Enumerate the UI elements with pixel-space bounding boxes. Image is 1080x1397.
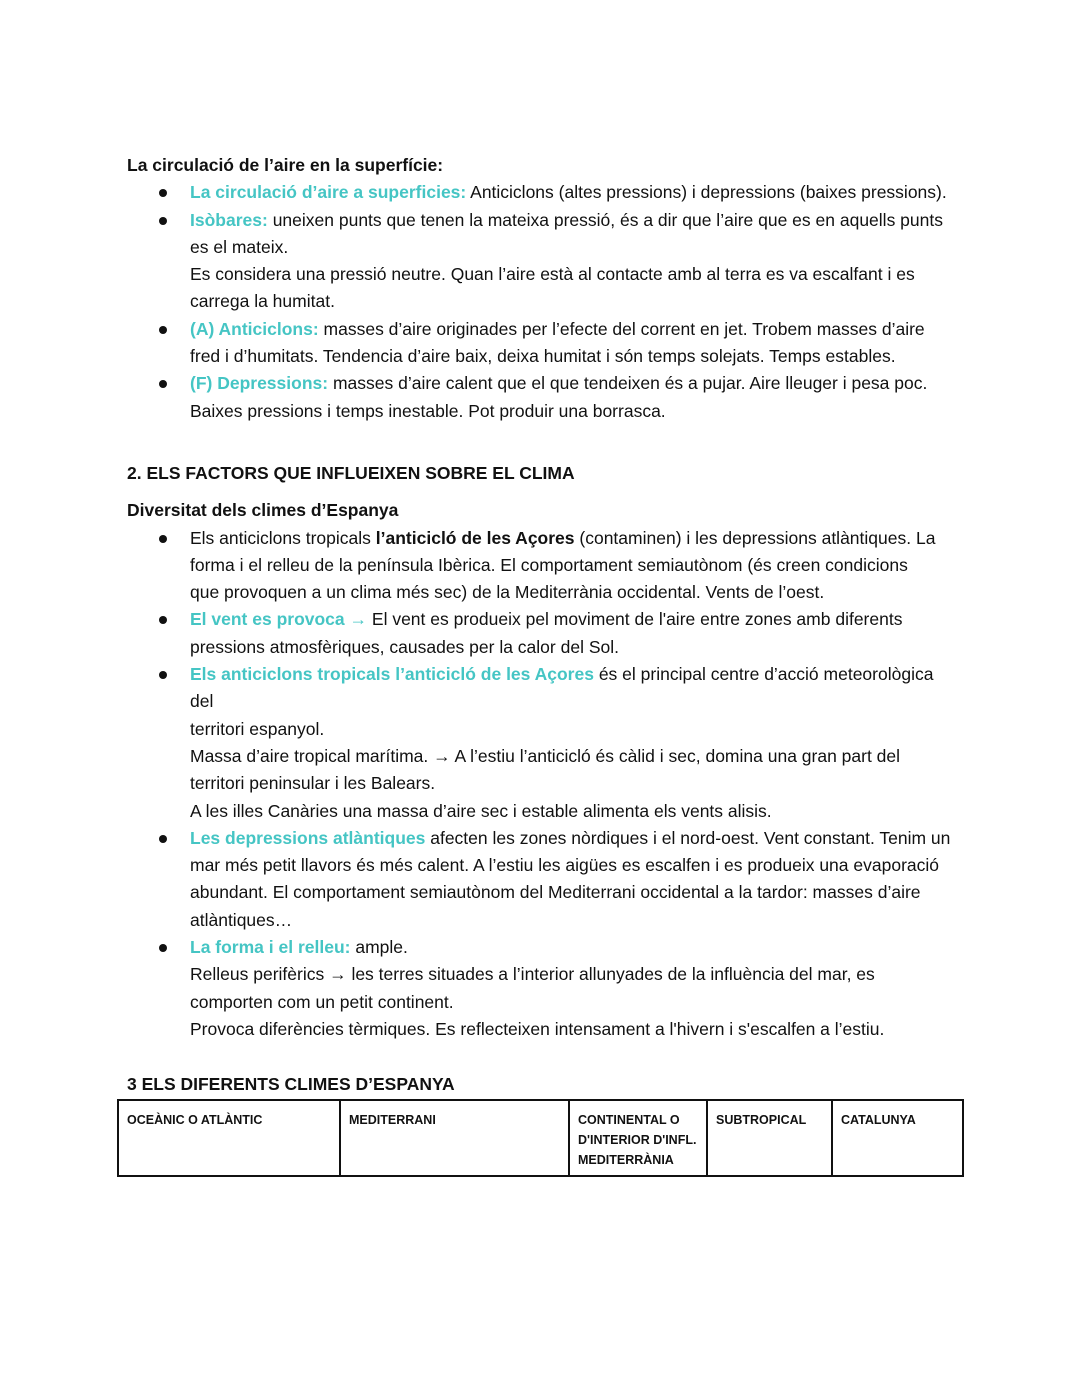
term-label: El vent es provoca → xyxy=(190,609,368,630)
list-item xyxy=(127,207,957,316)
bullet-icon xyxy=(159,616,167,624)
bullet-icon xyxy=(159,189,167,197)
term-label: La forma i el relleu: xyxy=(190,937,351,958)
item-text: Anticiclons (altes pressions) i depressions (baixes pressions). xyxy=(470,182,947,203)
subheading-climate-diversity: Diversitat dels climes d’Espanya xyxy=(127,500,399,521)
list-item xyxy=(127,661,957,825)
item-text: abundant. El comportament semiautònom del Mediterrani occidental a la tardor: masses d’aire xyxy=(190,882,921,903)
climate-factors-list xyxy=(127,525,957,1044)
term-label: Isòbares: xyxy=(190,209,268,230)
item-text: mar més petit llavors és més calent. A l’estiu les aigües es escalfen i es produeix una evaporació xyxy=(190,855,939,876)
bold-term: l’anticicló de les Açores xyxy=(375,527,575,548)
item-text: afecten les zones nòrdiques i el nord-oest. Vent constant. Tenim un xyxy=(430,827,951,848)
list-item xyxy=(127,370,957,425)
item-text: Massa d’aire tropical marítima. → A l’estiu l’anticicló és càlid i sec, domina una gran part del xyxy=(190,745,901,766)
section-heading-climate-factors: 2. ELS FACTORS QUE INFLUEIXEN SOBRE EL CLIMA xyxy=(127,462,575,483)
term-label: (A) Anticiclons: xyxy=(190,318,319,339)
table-header-cell: CONTINENTAL O D'INTERIOR D'INFL. MEDITERRÀNIA xyxy=(569,1100,707,1176)
item-text: atlàntiques… xyxy=(190,909,293,930)
item-text: masses d’aire calent que el que tendeixen és a pujar. Aire lleuger i pesa poc. xyxy=(332,373,928,394)
bullet-icon xyxy=(159,835,167,843)
table-header-cell: OCEÀNIC O ATLÀNTIC xyxy=(118,1100,340,1176)
item-text: Els anticiclons tropicals xyxy=(190,527,376,548)
table-header-cell: SUBTROPICAL xyxy=(707,1100,832,1176)
bullet-icon xyxy=(159,326,167,334)
bullet-icon xyxy=(159,380,167,388)
list-item xyxy=(127,316,957,371)
item-text: Baixes pressions i temps inestable. Pot produir una borrasca. xyxy=(190,400,666,421)
table-header-row xyxy=(118,1100,963,1176)
item-text: pressions atmosfèriques, causades per la calor del Sol. xyxy=(190,636,619,657)
term-label: Els anticiclons tropicals l’anticicló de les Açores xyxy=(190,664,594,685)
list-item xyxy=(127,179,957,206)
air-circulation-list xyxy=(127,179,957,425)
section-heading-air-circulation: La circulació de l’aire en la superfície: xyxy=(127,155,444,175)
document-page xyxy=(127,152,957,1099)
list-item xyxy=(127,825,957,934)
item-text: forma i el relleu de la península Ibèrica. El comportament semiautònom (és creen condicions xyxy=(190,554,908,575)
bullet-icon xyxy=(159,671,167,679)
item-text: ample. xyxy=(355,937,408,958)
item-text: que provoquen a un clima més sec) de la Mediterrània occidental. Vents de l’oest. xyxy=(190,582,825,603)
item-text: fred i d’humitats. Tendencia d’aire baix, deixa humitat i són temps solejats. Temps estables. xyxy=(190,346,896,367)
item-text: uneixen punts que tenen la mateixa pressió, és a dir que l’aire que es en aquells punts xyxy=(272,209,943,230)
bullet-icon xyxy=(159,217,167,225)
term-label: La circulació d’aire a superficies: xyxy=(190,182,467,203)
item-text: masses d’aire originades per l’efecte del corrent en jet. Trobem masses d’aire xyxy=(323,318,925,339)
item-text: territori espanyol. xyxy=(190,718,325,739)
item-text: Es considera una pressió neutre. Quan l’aire està al contacte amb al terra es va escalfant i es xyxy=(190,264,915,285)
item-text: (contaminen) i les depressions atlàntiques. La xyxy=(574,527,936,548)
list-item xyxy=(127,525,957,607)
section-heading-spain-climates: 3 ELS DIFERENTS CLIMES D’ESPANYA xyxy=(127,1074,455,1095)
item-text: carrega la humitat. xyxy=(190,291,335,312)
bullet-icon xyxy=(159,944,167,952)
item-text: Provoca diferències tèrmiques. Es reflecteixen intensament a l'hivern i s'escalfen a l’estiu. xyxy=(190,1018,885,1039)
item-text: és el principal centre d’acció meteorològica del xyxy=(190,664,934,712)
list-item xyxy=(127,606,957,661)
item-text: territori peninsular i les Balears. xyxy=(190,773,436,794)
item-text: comporten com un petit continent. xyxy=(190,991,454,1012)
item-text: A les illes Canàries una massa d’aire sec i estable alimenta els vents alisis. xyxy=(190,800,772,821)
table-header-cell: CATALUNYA xyxy=(832,1100,963,1176)
item-text: El vent es produeix pel moviment de l'aire entre zones amb diferents xyxy=(371,609,903,630)
term-label: Les depressions atlàntiques xyxy=(190,827,426,848)
climates-table xyxy=(117,1099,964,1177)
table-header-cell: MEDITERRANI xyxy=(340,1100,569,1176)
list-item xyxy=(127,934,957,1043)
item-text: es el mateix. xyxy=(190,236,289,257)
item-text: Relleus perifèrics → les terres situades a l’interior allunyades de la influència del mar, es xyxy=(190,964,875,985)
term-label: (F) Depressions: xyxy=(190,373,329,394)
bullet-icon xyxy=(159,535,167,543)
